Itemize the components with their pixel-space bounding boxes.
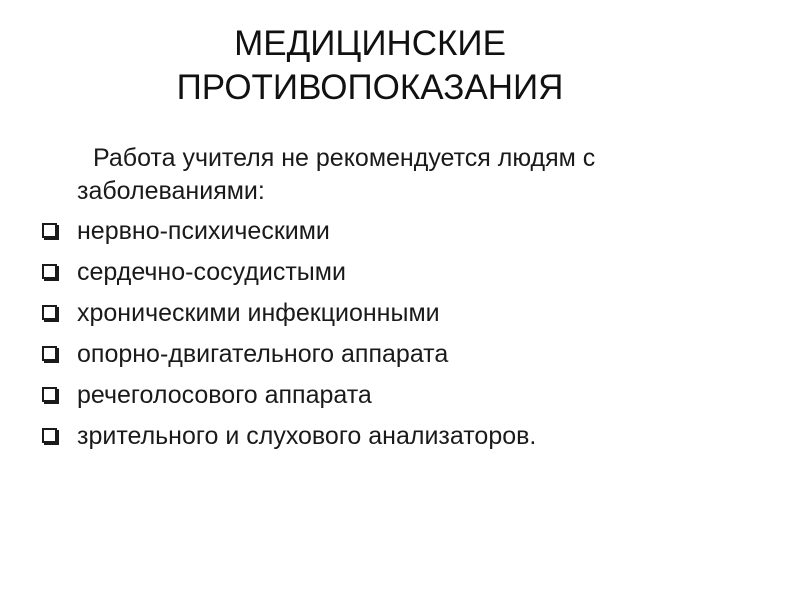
list-item bbox=[40, 333, 760, 374]
list-item-label: сердечно-сосудистыми bbox=[77, 257, 346, 286]
list-item-label: опорно-двигательного аппарата bbox=[77, 339, 449, 368]
checkbox-bullet-icon bbox=[42, 387, 57, 402]
contraindications-list bbox=[40, 210, 760, 456]
list-item bbox=[40, 251, 760, 292]
list-item bbox=[40, 374, 760, 415]
checkbox-bullet-icon bbox=[42, 223, 57, 238]
checkbox-bullet-icon bbox=[42, 305, 57, 320]
list-item bbox=[40, 415, 760, 456]
slide-body bbox=[40, 142, 760, 456]
list-item-label: зрительного и слухового анализаторов. bbox=[77, 421, 537, 450]
list-item bbox=[40, 292, 760, 333]
list-item bbox=[40, 210, 760, 251]
list-item-label: нервно-психическими bbox=[77, 216, 330, 245]
checkbox-bullet-icon bbox=[42, 428, 57, 443]
slide-title bbox=[60, 22, 680, 110]
list-item-label: речеголосового аппарата bbox=[77, 380, 372, 409]
slide-title-line-2: ПРОТИВОПОКАЗАНИЯ bbox=[176, 68, 564, 107]
checkbox-bullet-icon bbox=[42, 264, 57, 279]
list-item-label: хроническими инфекционными bbox=[77, 298, 440, 327]
slide-title-line-1: МЕДИЦИНСКИЕ bbox=[234, 24, 506, 63]
intro-text: Работа учителя не рекомендуется людям с заболеваниями: bbox=[77, 144, 596, 205]
checkbox-bullet-icon bbox=[42, 346, 57, 361]
